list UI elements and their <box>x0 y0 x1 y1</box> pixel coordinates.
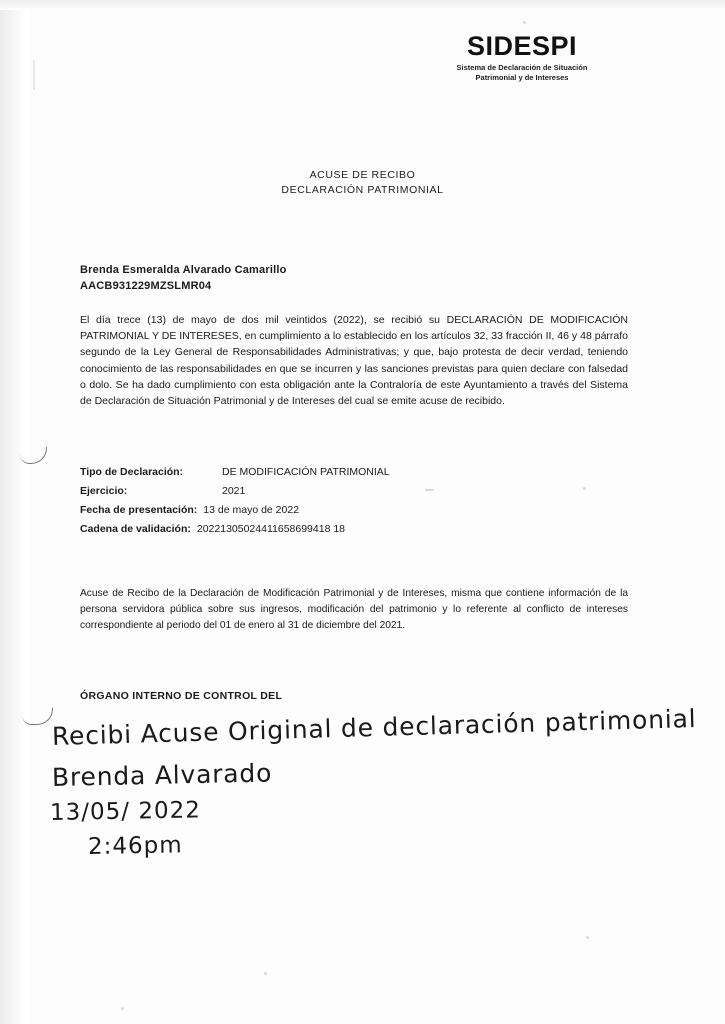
handwritten-line-4: 2:46pm <box>87 832 183 860</box>
field-value-fecha: 13 de mayo de 2022 <box>203 504 300 516</box>
sidespi-logo <box>437 32 607 83</box>
note-paragraph: Acuse de Recibo de la Declaración de Modificación Patrimonial y de Intereses, misma que contiene información de la persona servidora pública sobre sus ingresos, modificación del patrimonio y lo referente al conflicto de intereses correspondiente al periodo del 01 de enero al 31 de diciembre del 2021. <box>80 588 628 631</box>
scan-squiggle <box>20 447 47 464</box>
field-value-cadena: 20221305024411658699418 18 <box>196 523 346 535</box>
field-label-cadena: Cadena de validación: <box>80 523 191 535</box>
document-title-line-2: DECLARACIÓN PATRIMONIAL <box>281 184 444 196</box>
internal-control-heading: ÓRGANO INTERNO DE CONTROL DEL <box>80 690 283 702</box>
field-row <box>80 466 640 478</box>
field-row <box>80 523 640 535</box>
field-value-tipo: DE MODIFICACIÓN PATRIMONIAL <box>222 466 390 478</box>
scan-speck <box>523 21 526 24</box>
field-value-ejercicio: 2021 <box>222 485 246 497</box>
field-label-tipo: Tipo de Declaración: <box>80 466 184 478</box>
document-title-line-1: ACUSE DE RECIBO <box>309 169 416 181</box>
logo-subtitle-line-1: Sistema de Declaración de Situación <box>456 63 588 72</box>
scan-speck <box>586 936 589 939</box>
field-row <box>80 504 640 516</box>
field-row <box>80 485 640 497</box>
declarant-block <box>80 262 287 294</box>
declarant-name: Brenda Esmeralda Alvarado Camarillo <box>80 264 287 276</box>
declarant-rfc: AACB931229MZSLMR04 <box>80 280 212 292</box>
logo-wordmark: SIDESPI <box>466 31 578 61</box>
logo-subtitle-line-2: Patrimonial y de Intereses <box>475 73 569 82</box>
scan-edge-left <box>0 0 30 1024</box>
fields-section <box>80 466 640 542</box>
scan-edge-top <box>0 0 725 10</box>
scan-speck <box>121 1007 124 1010</box>
body-paragraph: El día trece (13) de mayo de dos mil veintidos (2022), se recibió su DECLARACIÓN DE MODIFICACIÓN PATRIMONIAL Y DE INTERESES, en cumplimiento a lo establecido en los artículos 32, 33 fracción II, 46 y 48 párrafo segundo de la Ley General de Responsabilidades Administrativas; y que, bajo protesta de decir verdad, teniendo conocimiento de las responsabilidades en que se incurren y las sanciones previstas para quien declare con falsedad o dolo. Se ha dado cumplimiento con esta obligación ante la Contraloría de este Ayuntamiento a través del Sistema de Declaración de Situación Patrimonial y de Intereses del cual se emite acuse de recibido. <box>80 314 628 408</box>
document-title <box>0 168 725 198</box>
scan-squiggle <box>22 708 53 725</box>
handwritten-line-3: 13/05/ 2022 <box>49 797 202 826</box>
scan-speck <box>264 972 267 975</box>
field-label-fecha: Fecha de presentación: <box>80 504 198 516</box>
handwritten-line-2: Brenda Alvarado <box>51 758 273 792</box>
logo-subtitle <box>437 63 607 83</box>
handwritten-line-1: Recibi Acuse Original de declaración patrimonial <box>51 704 697 751</box>
field-label-ejercicio: Ejercicio: <box>80 485 128 497</box>
scan-speck <box>33 60 35 90</box>
